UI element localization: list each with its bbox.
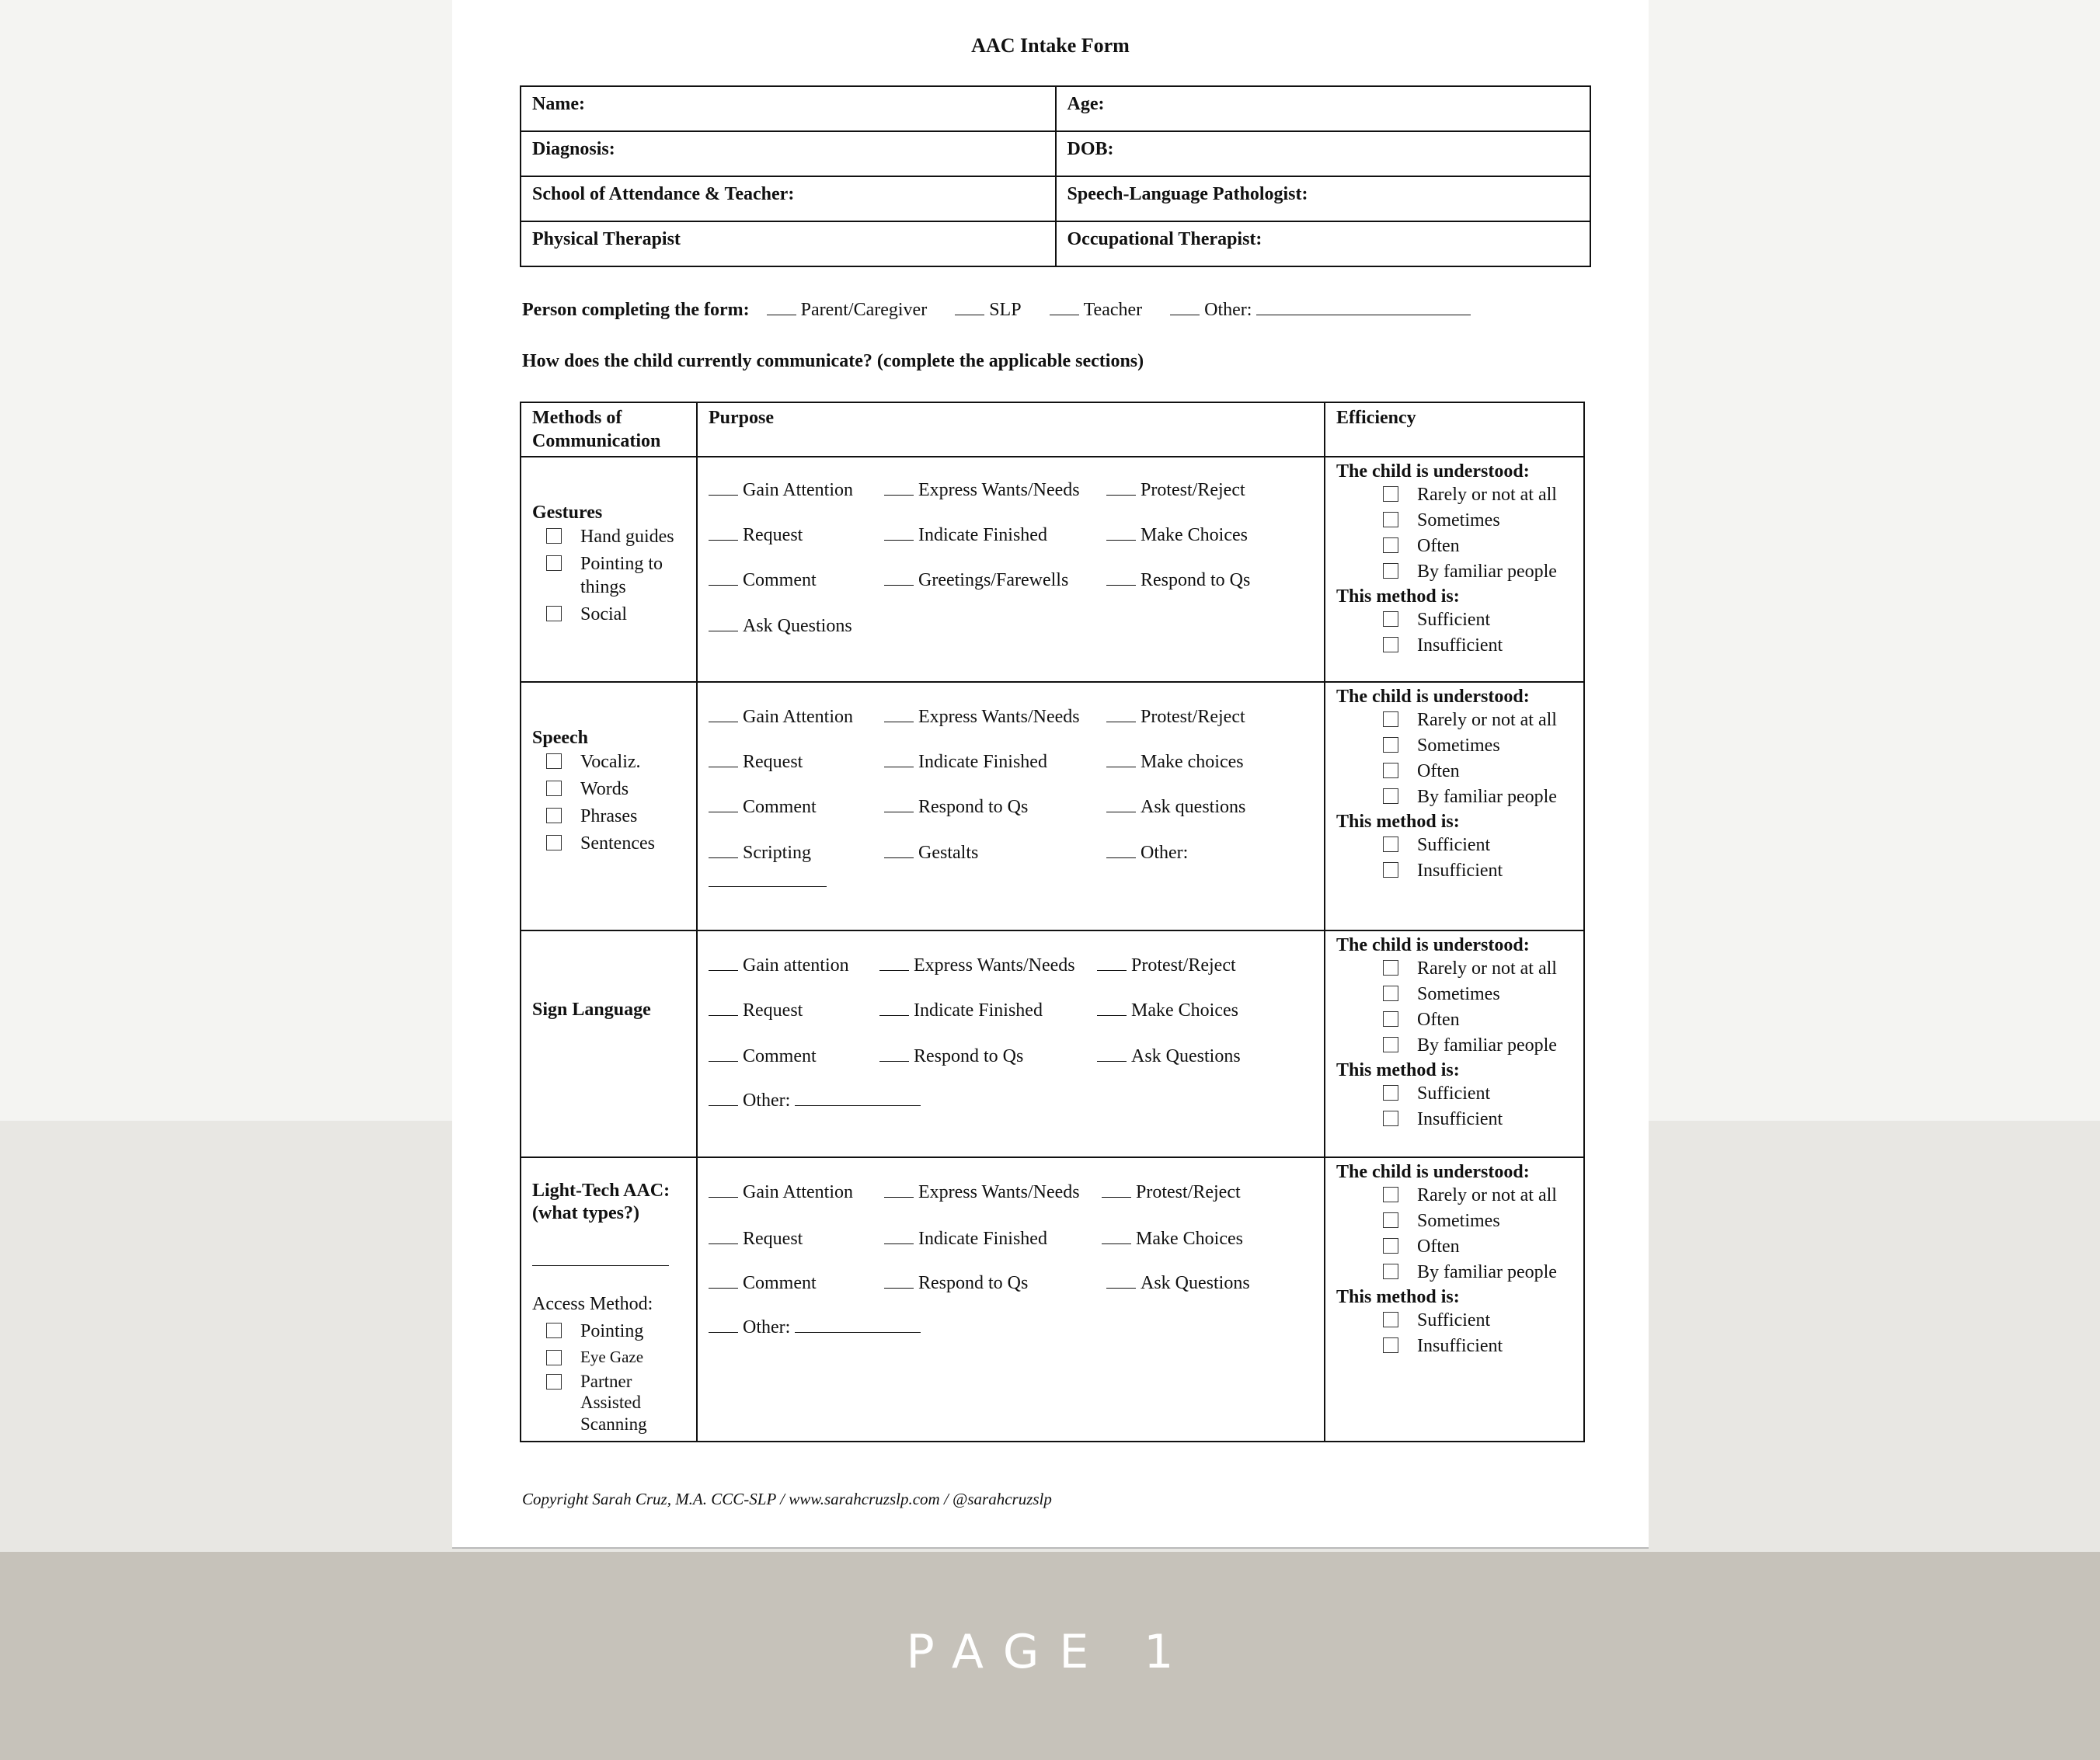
info-row <box>521 131 1590 176</box>
purpose-item[interactable]: Gestalts <box>884 843 978 862</box>
purpose-item[interactable]: Ask questions <box>1106 798 1245 816</box>
efficiency-cell: The child is understood: Rarely or not at all Sometimes Often By familiar people This method is: Sufficient Insufficient <box>1325 457 1584 682</box>
checkbox-icon <box>1383 512 1398 527</box>
checkbox-rarely[interactable]: Rarely or not at all <box>1417 708 1583 734</box>
purpose-item[interactable]: Indicate Finished <box>884 526 1047 544</box>
dob-field[interactable]: DOB: <box>1056 131 1591 176</box>
diagnosis-field[interactable]: Diagnosis: <box>521 131 1056 176</box>
purpose-item[interactable]: Indicate Finished <box>884 753 1047 771</box>
checkbox-eye-gaze[interactable]: Eye Gaze <box>580 1347 696 1367</box>
purpose-item[interactable]: Other: <box>709 1318 925 1337</box>
age-field[interactable]: Age: <box>1056 86 1591 131</box>
checkbox-icon <box>1383 1337 1398 1353</box>
checkbox-icon <box>1383 1037 1398 1052</box>
purpose-item[interactable]: Request <box>709 1001 803 1020</box>
form-page <box>452 0 1649 1549</box>
checkbox-icon <box>1383 1312 1398 1327</box>
method-cell: Gestures Hand guides Pointing to things Social <box>521 457 697 682</box>
purpose-item[interactable]: Scripting <box>709 843 811 862</box>
purpose-item[interactable]: Greetings/Farewells <box>884 571 1068 590</box>
checkbox-icon <box>546 781 562 796</box>
purpose-item[interactable]: Respond to Qs <box>884 1274 1028 1292</box>
checkbox-hand-guides[interactable]: Hand guides <box>580 525 696 548</box>
checkbox-sufficient[interactable]: Sufficient <box>1417 1309 1583 1334</box>
checkbox-icon <box>1383 1085 1398 1101</box>
checkbox-icon <box>546 606 562 621</box>
option-teacher[interactable]: Teacher <box>1050 300 1143 320</box>
checkbox-icon <box>546 835 562 850</box>
section-row-gestures <box>521 457 1584 682</box>
purpose-item[interactable]: Comment <box>709 1047 817 1066</box>
table-header-row <box>521 402 1584 457</box>
page-label: PAGE 1 <box>906 1625 1194 1679</box>
checkbox-icon <box>1383 1264 1398 1279</box>
purpose-item[interactable]: Express Wants/Needs <box>884 708 1080 726</box>
checkbox-familiar-people[interactable]: By familiar people <box>1417 1261 1583 1286</box>
checkbox-sufficient[interactable]: Sufficient <box>1417 833 1583 859</box>
purpose-cell <box>697 682 1325 930</box>
purpose-item[interactable]: Respond to Qs <box>879 1047 1023 1066</box>
checkbox-icon <box>546 808 562 823</box>
checkbox-icon <box>1383 862 1398 878</box>
purpose-item[interactable]: Respond to Qs <box>1106 571 1250 590</box>
checkbox-icon <box>1383 611 1398 627</box>
purpose-item[interactable]: Express Wants/Needs <box>879 956 1075 975</box>
efficiency-cell: The child is understood: Rarely or not at all Sometimes Often By familiar people This method is: Sufficient Insufficient <box>1325 682 1584 930</box>
checkbox-icon <box>1383 1111 1398 1126</box>
checkbox-icon <box>1383 486 1398 502</box>
checkbox-words[interactable]: Words <box>580 777 696 801</box>
checkbox-social[interactable]: Social <box>580 603 696 626</box>
communication-table <box>520 402 1585 1442</box>
header-purpose: Purpose <box>697 402 1325 457</box>
purpose-item[interactable]: Indicate Finished <box>884 1230 1047 1248</box>
checkbox-icon <box>546 1350 562 1365</box>
checkbox-icon <box>1383 711 1398 727</box>
section-row-sign-language <box>521 930 1584 1157</box>
checkbox-sufficient[interactable]: Sufficient <box>1417 608 1583 634</box>
purpose-item[interactable]: Respond to Qs <box>884 798 1028 816</box>
purpose-item[interactable]: Ask Questions <box>709 617 852 635</box>
info-row <box>521 176 1590 221</box>
purpose-item[interactable]: Gain Attention <box>709 481 853 499</box>
checkbox-phrases[interactable]: Phrases <box>580 805 696 828</box>
person-completing-line <box>522 300 1475 321</box>
option-other[interactable]: Other: <box>1170 300 1475 320</box>
slp-field[interactable]: Speech-Language Pathologist: <box>1056 176 1591 221</box>
checkbox-often[interactable]: Often <box>1417 534 1583 560</box>
info-table <box>520 85 1591 267</box>
efficiency-cell: The child is understood: Rarely or not at all Sometimes Often By familiar people This method is: Sufficient Insufficient <box>1325 1157 1584 1442</box>
purpose-cell <box>697 457 1325 682</box>
checkbox-often[interactable]: Often <box>1417 1235 1583 1261</box>
method-cell: Light-Tech AAC: (what types?) Access Method: Pointing Eye Gaze Partner Assisted Scanning <box>521 1157 697 1442</box>
checkbox-icon <box>1383 837 1398 852</box>
checkbox-familiar-people[interactable]: By familiar people <box>1417 560 1583 586</box>
checkbox-icon <box>546 528 562 544</box>
purpose-item[interactable]: Protest/Reject <box>1102 1183 1241 1202</box>
section-row-light-tech-aac <box>521 1157 1584 1442</box>
checkbox-rarely[interactable]: Rarely or not at all <box>1417 1184 1583 1209</box>
purpose-item[interactable]: Ask Questions <box>1097 1047 1241 1066</box>
purpose-item[interactable]: Request <box>709 1230 803 1248</box>
checkbox-sometimes[interactable]: Sometimes <box>1417 1209 1583 1235</box>
checkbox-icon <box>1383 563 1398 579</box>
checkbox-rarely[interactable]: Rarely or not at all <box>1417 957 1583 983</box>
option-parent-caregiver[interactable]: Parent/Caregiver <box>767 300 928 320</box>
checkbox-rarely[interactable]: Rarely or not at all <box>1417 483 1583 509</box>
purpose-item[interactable]: Ask Questions <box>1106 1274 1250 1292</box>
purpose-item[interactable]: Protest/Reject <box>1106 481 1245 499</box>
checkbox-vocaliz[interactable]: Vocaliz. <box>580 750 696 774</box>
checkbox-icon <box>1383 788 1398 804</box>
checkbox-icon <box>546 555 562 571</box>
checkbox-icon <box>546 1374 562 1390</box>
purpose-item[interactable]: Express Wants/Needs <box>884 481 1080 499</box>
purpose-item[interactable]: Make Choices <box>1106 526 1248 544</box>
checkbox-familiar-people[interactable]: By familiar people <box>1417 785 1583 811</box>
checkbox-insufficient[interactable]: Insufficient <box>1417 634 1583 659</box>
checkbox-partner-assisted-scanning[interactable]: Partner Assisted Scanning <box>580 1371 658 1435</box>
checkbox-insufficient[interactable]: Insufficient <box>1417 1334 1583 1360</box>
purpose-item[interactable]: Make Choices <box>1097 1001 1238 1020</box>
purpose-cell <box>697 930 1325 1157</box>
checkbox-insufficient[interactable]: Insufficient <box>1417 859 1583 885</box>
purpose-item[interactable]: Make Choices <box>1102 1230 1243 1248</box>
purpose-cell <box>697 1157 1325 1442</box>
checkbox-icon <box>1383 1238 1398 1254</box>
header-methods: Methods of Communication <box>521 402 697 457</box>
copyright-footer: Copyright Sarah Cruz, M.A. CCC-SLP / www.sarahcruzslp.com / @sarahcruzslp <box>522 1490 1052 1508</box>
other-blank[interactable] <box>709 872 831 891</box>
info-row <box>521 86 1590 131</box>
communication-question: How does the child currently communicate? (complete the applicable sections) <box>522 351 1144 371</box>
purpose-item[interactable]: Request <box>709 526 803 544</box>
aac-type-blank[interactable] <box>532 1264 669 1266</box>
efficiency-cell: The child is understood: Rarely or not at all Sometimes Often By familiar people This method is: Sufficient Insufficient <box>1325 930 1584 1157</box>
checkbox-icon <box>546 753 562 769</box>
header-efficiency: Efficiency <box>1325 402 1584 457</box>
checkbox-pointing[interactable]: Pointing to things <box>580 552 696 599</box>
checkbox-icon <box>1383 737 1398 753</box>
option-slp[interactable]: SLP <box>955 300 1021 320</box>
name-field[interactable]: Name: <box>521 86 1056 131</box>
checkbox-insufficient[interactable]: Insufficient <box>1417 1108 1583 1133</box>
checkbox-icon <box>546 1323 562 1338</box>
purpose-item[interactable]: Other: <box>1106 843 1188 862</box>
checkbox-often[interactable]: Often <box>1417 760 1583 785</box>
physical-therapist-field[interactable]: Physical Therapist <box>521 221 1056 266</box>
section-row-speech <box>521 682 1584 930</box>
info-row <box>521 221 1590 266</box>
occupational-therapist-field[interactable]: Occupational Therapist: <box>1056 221 1591 266</box>
checkbox-sometimes[interactable]: Sometimes <box>1417 983 1583 1008</box>
purpose-item[interactable]: Protest/Reject <box>1106 708 1245 726</box>
purpose-item[interactable]: Express Wants/Needs <box>884 1183 1080 1202</box>
school-teacher-field[interactable]: School of Attendance & Teacher: <box>521 176 1056 221</box>
checkbox-icon <box>1383 537 1398 553</box>
purpose-item[interactable]: Gain Attention <box>709 708 853 726</box>
checkbox-sentences[interactable]: Sentences <box>580 832 696 855</box>
checkbox-icon <box>1383 637 1398 652</box>
purpose-item[interactable]: Gain Attention <box>709 1183 853 1202</box>
checkbox-sufficient[interactable]: Sufficient <box>1417 1082 1583 1108</box>
checkbox-icon <box>1383 986 1398 1001</box>
checkbox-icon <box>1383 1011 1398 1027</box>
form-title: AAC Intake Form <box>971 34 1130 57</box>
checkbox-familiar-people[interactable]: By familiar people <box>1417 1034 1583 1059</box>
purpose-item[interactable]: Make choices <box>1106 753 1244 771</box>
checkbox-sometimes[interactable]: Sometimes <box>1417 509 1583 534</box>
purpose-item[interactable]: Comment <box>709 1274 817 1292</box>
purpose-item[interactable]: Indicate Finished <box>879 1001 1043 1020</box>
checkbox-access-pointing[interactable]: Pointing <box>580 1320 696 1343</box>
method-cell: Speech Vocaliz. Words Phrases Sentences <box>521 682 697 930</box>
purpose-item[interactable]: Other: <box>709 1091 925 1110</box>
checkbox-icon <box>1383 1187 1398 1202</box>
purpose-item[interactable]: Comment <box>709 571 817 590</box>
checkbox-icon <box>1383 960 1398 976</box>
checkbox-icon <box>1383 1212 1398 1228</box>
checkbox-sometimes[interactable]: Sometimes <box>1417 734 1583 760</box>
person-completing-label: Person completing the form: <box>522 300 750 320</box>
method-cell: Sign Language <box>521 930 697 1157</box>
purpose-item[interactable]: Gain attention <box>709 956 849 975</box>
checkbox-icon <box>1383 763 1398 778</box>
purpose-item[interactable]: Protest/Reject <box>1097 956 1236 975</box>
purpose-item[interactable]: Request <box>709 753 803 771</box>
checkbox-often[interactable]: Often <box>1417 1008 1583 1034</box>
purpose-item[interactable]: Comment <box>709 798 817 816</box>
